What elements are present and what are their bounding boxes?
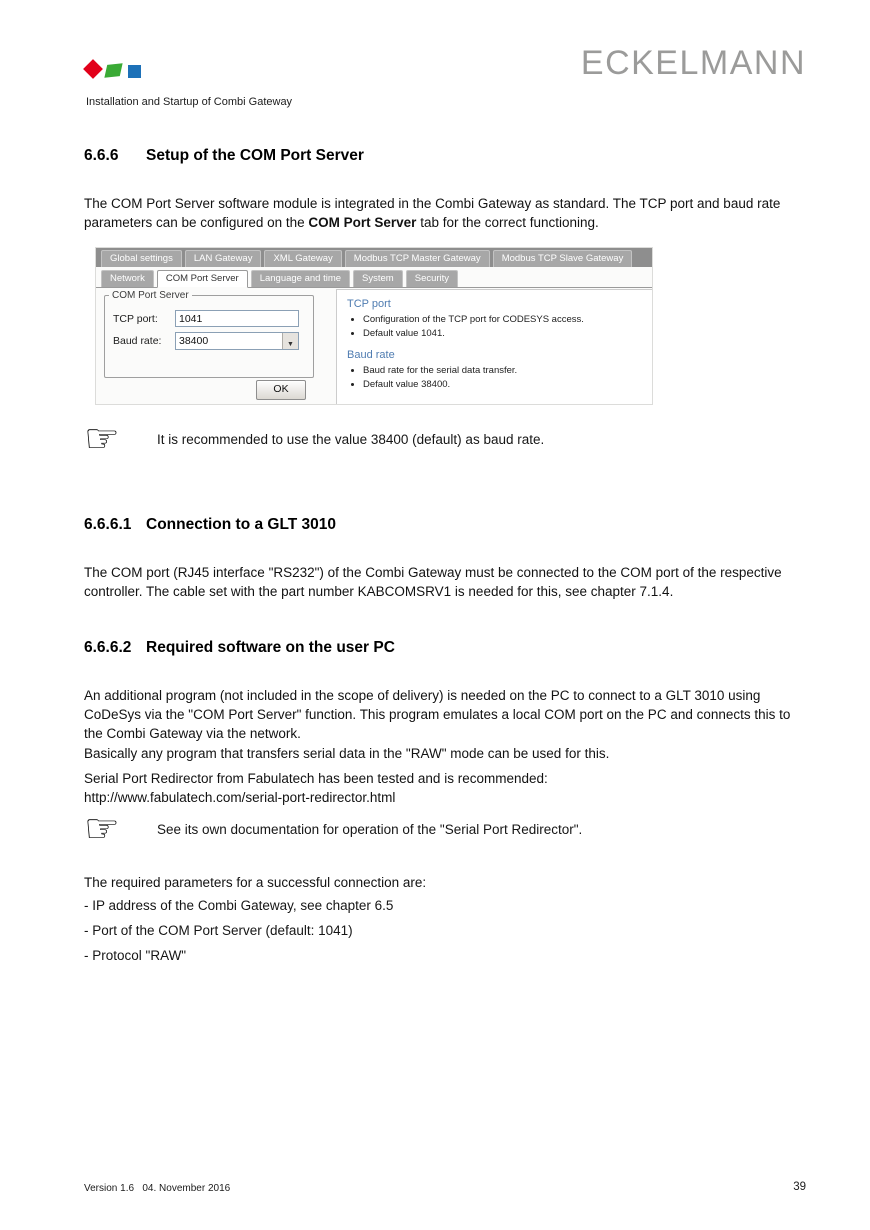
logo-diamond-icon	[83, 59, 103, 79]
tab-xml-gateway: XML Gateway	[264, 250, 341, 267]
section-heading-666	[84, 147, 806, 165]
pointing-hand-icon: ☞	[84, 807, 120, 851]
paragraph-6662-3	[84, 769, 806, 807]
paragraph-text: Serial Port Redirector from Fabulatech has been tested and is recommended:	[84, 771, 548, 786]
section-number: 6.6.6	[84, 147, 119, 164]
tab-language-and-time: Language and time	[251, 270, 350, 287]
help-list-tcp-port	[363, 314, 649, 340]
help-bullet: • Default value 38400.	[363, 379, 649, 391]
tcp-port-input	[175, 310, 299, 327]
screenshot-tabbar-bottom	[96, 269, 652, 288]
tab-modbus-tcp-slave-gateway: Modbus TCP Slave Gateway	[493, 250, 633, 267]
tab-system: System	[353, 270, 403, 287]
help-bullet: • Configuration of the TCP port for CODESYS access.	[363, 314, 649, 326]
logo-square-icon	[128, 65, 141, 78]
baud-rate-label: Baud rate:	[113, 335, 162, 347]
tab-security: Security	[406, 270, 458, 287]
section-heading-6661	[84, 516, 806, 534]
section-heading-6662	[84, 639, 806, 657]
screenshot-tabbar-top	[96, 248, 652, 267]
help-panel	[336, 289, 653, 405]
tab-lan-gateway: LAN Gateway	[185, 250, 262, 267]
fabulatech-url: http://www.fabulatech.com/serial-port-redirector.html	[84, 790, 396, 805]
embedded-screenshot	[95, 247, 653, 405]
section-number: 6.6.6.2	[84, 639, 132, 656]
tab-global-settings: Global settings	[101, 250, 182, 267]
note-baud-rate	[84, 417, 806, 461]
pointing-hand-icon: ☞	[84, 417, 120, 461]
section-title: Required software on the user PC	[146, 639, 395, 656]
tcp-port-label: TCP port:	[113, 313, 158, 325]
com-port-server-groupbox	[104, 290, 314, 378]
paragraph-666	[84, 194, 806, 232]
baud-rate-value: 38400	[179, 335, 209, 347]
logo-parallelogram-icon	[104, 63, 122, 77]
section-title: Connection to a GLT 3010	[146, 516, 337, 533]
help-heading-tcp-port: TCP port	[347, 298, 391, 310]
param-ip-address: - IP address of the Combi Gateway, see chapter 6.5	[84, 898, 394, 913]
dropdown-arrow-icon: ▼	[282, 333, 298, 349]
brand-wordmark: ECKELMANN	[580, 44, 806, 82]
param-protocol: - Protocol "RAW"	[84, 948, 187, 963]
paragraph-6662-1: An additional program (not included in the scope of delivery) is needed on the PC to connect to a GLT 3010 using CoDeSys via the "COM Port Server" function. This program emulates a local COM port on the PC and connects this to the Combi Gateway via the network.	[84, 688, 791, 741]
eckelmann-logo	[84, 58, 144, 86]
paragraph-text: The COM Port Server software module is integrated in the Combi Gateway as standard. The TCP port and baud rate parameters can be configured on the	[84, 196, 781, 230]
help-bullet: • Baud rate for the serial data transfer.	[363, 365, 649, 377]
section-number: 6.6.6.1	[84, 516, 132, 533]
note-serial-port-redirector	[84, 807, 806, 851]
section-title: Setup of the COM Port Server	[146, 147, 364, 164]
tab-network: Network	[101, 270, 154, 287]
paragraph-bold-text: COM Port Server	[308, 215, 417, 230]
help-list-baud-rate	[363, 365, 649, 391]
doc-subtitle: Installation and Startup of Combi Gateway	[86, 96, 293, 108]
note-text: It is recommended to use the value 38400 (default) as baud rate.	[157, 431, 545, 447]
paragraph-6661: The COM port (RJ45 interface "RS232") of the Combi Gateway must be connected to the COM port of the respective controller. The cable set with the part number KABCOMSRV1 is needed for this, see chapter 7.1.4.	[84, 565, 782, 599]
help-heading-baud-rate: Baud rate	[347, 349, 395, 361]
paragraph-6662-4: The required parameters for a successful connection are:	[84, 875, 427, 890]
footer-page-number: 39	[793, 1181, 806, 1193]
groupbox-title: COM Port Server	[112, 290, 189, 301]
tab-modbus-tcp-master-gateway: Modbus TCP Master Gateway	[345, 250, 490, 267]
paragraph-text: tab for the correct functioning.	[416, 215, 599, 230]
footer-version: Version 1.6 04. November 2016	[84, 1183, 231, 1194]
help-bullet: • Default value 1041.	[363, 328, 649, 340]
param-port: - Port of the COM Port Server (default: 1041)	[84, 923, 353, 938]
tab-com-port-server: COM Port Server	[157, 270, 248, 288]
baud-rate-dropdown	[175, 332, 299, 350]
ok-button: OK	[256, 380, 306, 400]
paragraph-6662-2: Basically any program that transfers serial data in the "RAW" mode can be used for this.	[84, 746, 610, 761]
note-text: See its own documentation for operation of the "Serial Port Redirector".	[157, 821, 583, 837]
